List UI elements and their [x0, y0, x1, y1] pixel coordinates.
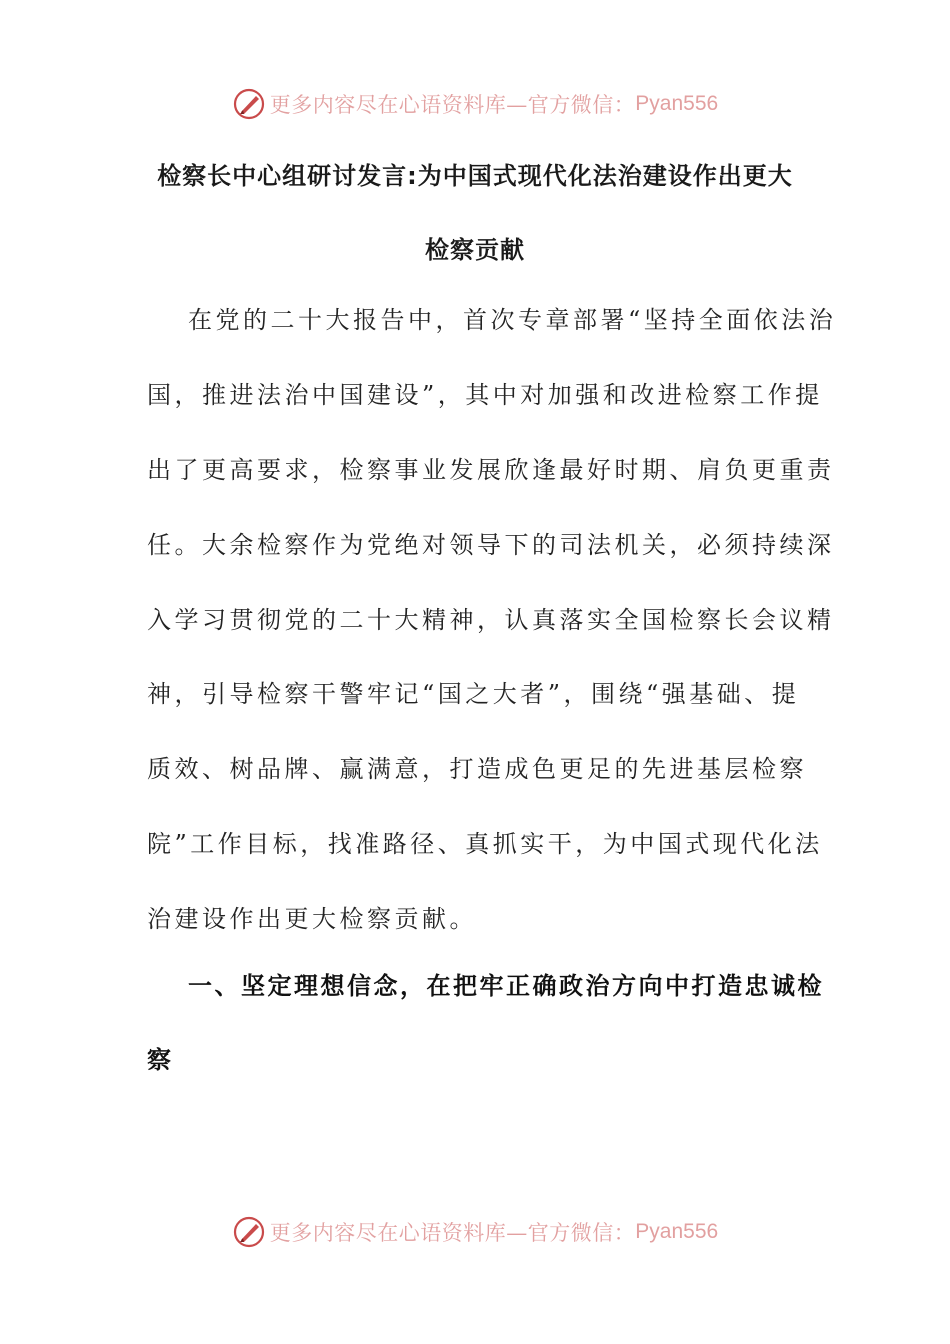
section-heading-line: 一、坚定理想信念，在把牢正确政治方向中打造忠诚检	[188, 972, 824, 1000]
quill-logo-icon	[232, 87, 266, 121]
paragraph-line: 出了更高要求，检察事业发展欣逢最好时期、肩负更重责	[147, 456, 835, 484]
paragraph-line: 院”工作目标，找准路径、真抓实干，为中国式现代化法	[147, 830, 823, 858]
watermark-text: 更多内容尽在心语资料库—官方微信：	[269, 93, 636, 117]
paragraph-line: 质效、树品牌、赢满意，打造成色更足的先进基层检察	[147, 755, 807, 783]
paragraph-line: 神，引导检察干警牢记“国之大者”，围绕“强基础、提	[147, 680, 800, 708]
paragraph-line: 入学习贯彻党的二十大精神，认真落实全国检察长会议精	[147, 606, 835, 634]
watermark-text: 更多内容尽在心语资料库—官方微信：	[269, 1221, 636, 1245]
paragraph-line: 治建设作出更大检察贡献。	[147, 905, 477, 933]
paragraph-line: 国，推进法治中国建设”，其中对加强和改进检察工作提	[147, 381, 823, 409]
section-heading-line: 察	[147, 1046, 174, 1074]
document-title-line-1: 检察长中心组研讨发言:为中国式现代化法治建设作出更大	[157, 162, 793, 190]
quill-logo-icon	[232, 1215, 266, 1249]
watermark-wechat-handle: Pyan556	[635, 1220, 719, 1243]
paragraph-line: 任。大余检察作为党绝对领导下的司法机关，必须持续深	[147, 531, 835, 559]
document-title-line-2: 检察贡献	[425, 236, 525, 264]
paragraph-line: 在党的二十大报告中，首次专章部署“坚持全面依法治	[188, 306, 837, 334]
watermark-wechat-handle: Pyan556	[635, 92, 719, 115]
watermark-footer	[0, 1212, 950, 1252]
watermark-header	[0, 84, 950, 124]
